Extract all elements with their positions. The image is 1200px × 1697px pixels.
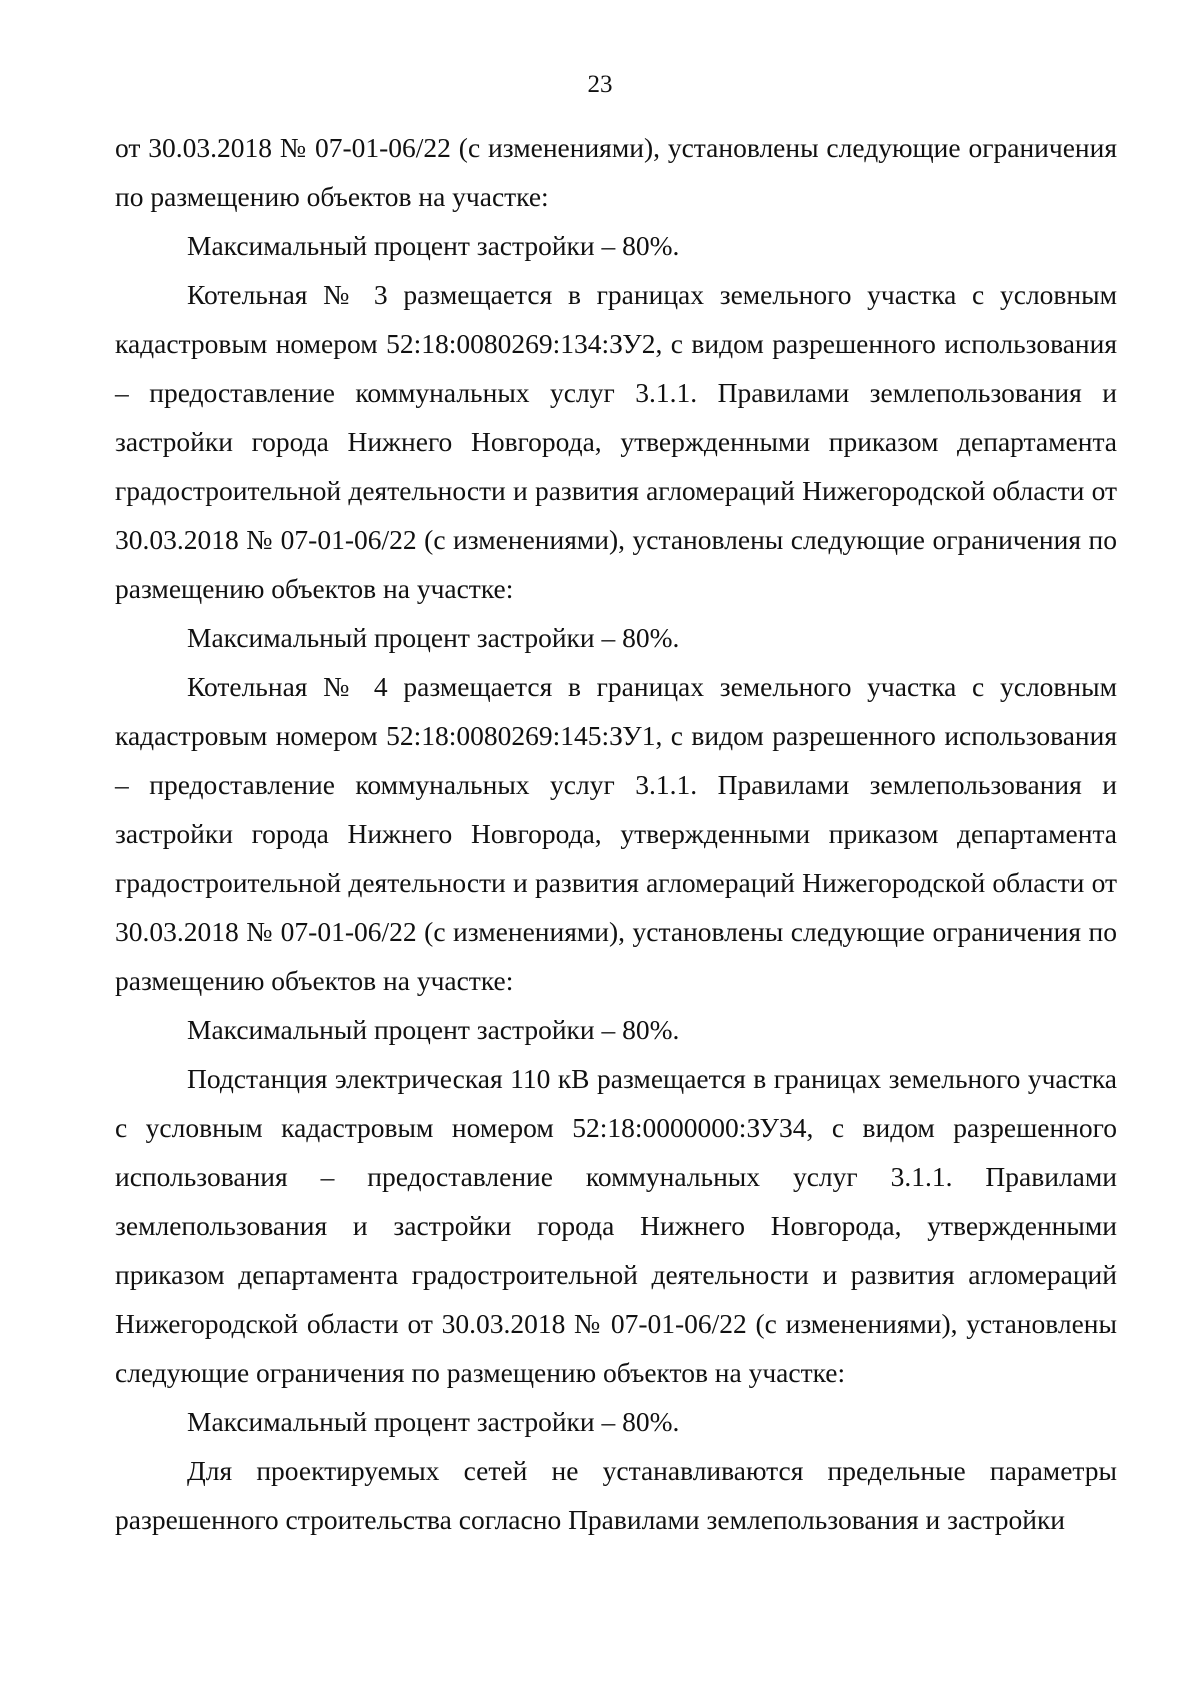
paragraph-boiler-4: Котельная № 4 размещается в границах земельного участка с условным кадастровым номером 52:18:0080269:145:ЗУ1, с видом разрешенного использования – предоставление коммунальных услуг 3.1.1. Правилами землепользования и застройки города Нижнего Новгорода, утвержденными приказом департамента градостроительной деятельности и развития агломераций Нижегородской области от 30.03.2018 № 07-01-06/22 (с изменениями), установлены следующие ограничения по размещению объектов на участке: bbox=[115, 671, 1117, 996]
document-body bbox=[115, 123, 1117, 1544]
paragraph-max-coverage-1: Максимальный процент застройки – 80%. bbox=[187, 230, 680, 261]
paragraph-max-coverage-2: Максимальный процент застройки – 80%. bbox=[187, 622, 680, 653]
paragraph-networks: Для проектируемых сетей не устанавливаются предельные параметры разрешенного строительства согласно Правилами землепользования и застройки bbox=[115, 1455, 1117, 1535]
page-number: 23 bbox=[587, 71, 613, 98]
paragraph-max-coverage-4: Максимальный процент застройки – 80%. bbox=[187, 1406, 680, 1437]
paragraph-boiler-3: Котельная № 3 размещается в границах земельного участка с условным кадастровым номером 52:18:0080269:134:ЗУ2, с видом разрешенного использования – предоставление коммунальных услуг 3.1.1. Правилами землепользования и застройки города Нижнего Новгорода, утвержденными приказом департамента градостроительной деятельности и развития агломераций Нижегородской области от 30.03.2018 № 07-01-06/22 (с изменениями), установлены следующие ограничения по размещению объектов на участке: bbox=[115, 279, 1117, 604]
paragraph-substation: Подстанция электрическая 110 кВ размещается в границах земельного участка с условным кадастровым номером 52:18:0000000:ЗУ34, с видом разрешенного использования – предоставление коммунальных услуг 3.1.1. Правилами землепользования и застройки города Нижнего Новгорода, утвержденными приказом департамента градостроительной деятельности и развития агломераций Нижегородской области от 30.03.2018 № 07-01-06/22 (с изменениями), установлены следующие ограничения по размещению объектов на участке: bbox=[115, 1063, 1117, 1388]
paragraph-max-coverage-3: Максимальный процент застройки – 80%. bbox=[187, 1014, 680, 1045]
paragraph-continuation: от 30.03.2018 № 07-01-06/22 (с изменениями), установлены следующие ограничения по размещению объектов на участке: bbox=[115, 132, 1117, 212]
